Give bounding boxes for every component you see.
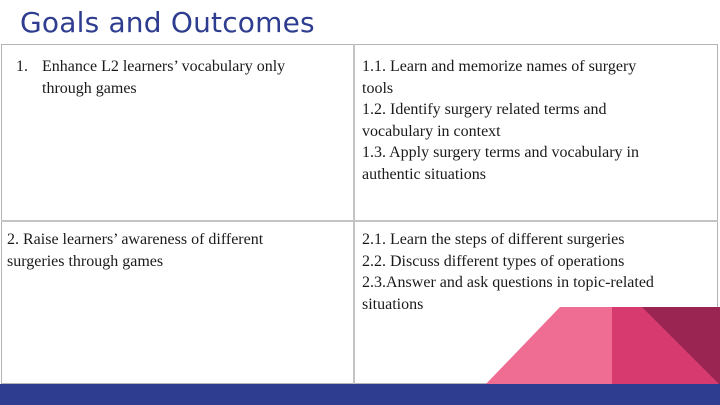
- outcome-line: 1.3. Apply surgery terms and vocabulary in: [362, 144, 639, 161]
- goal-number: 1.: [16, 58, 28, 75]
- goal-cell-1: [16, 56, 346, 99]
- outcome-line: 1.1. Learn and memorize names of surgery: [362, 58, 637, 75]
- outcome-cell-2: [362, 229, 712, 315]
- outcome-line: 2.3.Answer and ask questions in topic-related: [362, 274, 654, 291]
- outcome-line: authentic situations: [362, 165, 486, 183]
- outcome-line: situations: [362, 295, 424, 313]
- outcome-line: vocabulary in context: [362, 122, 501, 140]
- outcome-line: 2.1. Learn the steps of different surgeries: [362, 231, 625, 248]
- column-divider: [353, 44, 355, 405]
- goal-text-line: Enhance L2 learners’ vocabulary only: [42, 58, 286, 75]
- pink-trapezoid-shape: [485, 307, 612, 385]
- goal-cell-2: [7, 229, 347, 272]
- slide-title: Goals and Outcomes: [20, 6, 315, 39]
- goal-text-line: surgeries through games: [7, 252, 164, 270]
- bottom-accent-bar: [0, 384, 720, 405]
- goal-text-line: through games: [42, 79, 137, 97]
- outcome-line: 2.2. Discuss different types of operations: [362, 252, 625, 270]
- row-divider: [1, 220, 718, 222]
- outcome-cell-1: [362, 56, 712, 185]
- goal-text-line: 2. Raise learners’ awareness of different: [7, 231, 264, 248]
- outcome-line: 1.2. Identify surgery related terms and: [362, 101, 607, 118]
- outcome-line: tools: [362, 79, 394, 97]
